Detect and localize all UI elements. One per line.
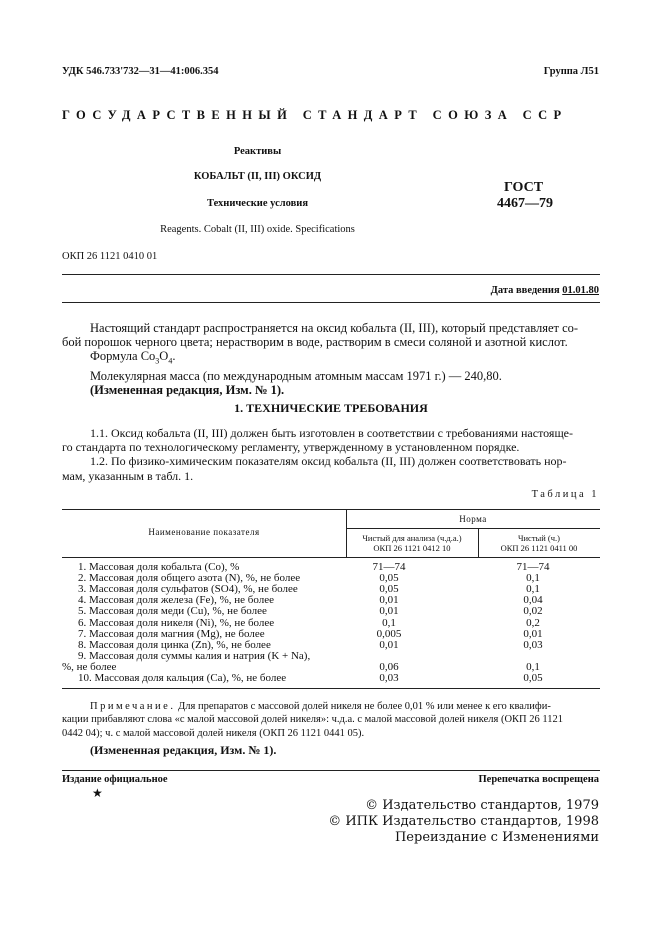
divider bbox=[62, 302, 600, 303]
official-edition: Издание официальное bbox=[62, 774, 168, 785]
gost-number: 4467—79 bbox=[497, 196, 553, 211]
amendment: (Измененная редакция, Изм. № 1). bbox=[90, 383, 285, 398]
paragraph-line: 1.2. По физико-химическим показателям оксид кобальта (II, III) должен соответствовать нор- bbox=[90, 454, 567, 469]
state-standard-title: ГОСУДАРСТВЕННЫЙ СТАНДАРТ СОЮЗА ССР bbox=[62, 108, 568, 122]
group-code: Группа Л51 bbox=[543, 66, 599, 77]
row-value-a: 0,06 bbox=[379, 660, 399, 673]
reagents-label: Реактивы bbox=[233, 146, 282, 157]
star-icon: ★ bbox=[92, 786, 103, 800]
okp-code: ОКП 26 1121 0410 01 bbox=[62, 251, 158, 262]
row-name: 7. Массовая доля магния (Mg), не более bbox=[78, 627, 265, 640]
row-name: 5. Массовая доля меди (Cu), %, не более bbox=[78, 605, 267, 618]
row-value-a: 0,01 bbox=[379, 605, 399, 618]
formula: Формула $Co_3O_4$. bbox=[90, 349, 176, 366]
table-top-border bbox=[62, 509, 600, 510]
row-value-a: 0,005 bbox=[376, 627, 402, 640]
row-value-a: 0,03 bbox=[379, 672, 399, 684]
row-value-b: 0,05 bbox=[523, 672, 543, 684]
paragraph-line: 1.1. Оксид кобальта (II, III) должен быть изготовлен в соответствии с требованиями настояще- bbox=[90, 426, 574, 440]
note-text: Для препаратов с массовой долей никеля не более 0,01 % или менее к его квалифи- bbox=[178, 701, 551, 712]
table-caption: Таблица 1 bbox=[531, 489, 599, 500]
amendment: (Измененная редакция, Изм. № 1). bbox=[90, 743, 277, 758]
column-header-norm: Норма bbox=[459, 514, 487, 524]
row-value-b: 0,1 bbox=[526, 660, 540, 673]
paragraph-line: го стандарта по технологическому регламенту, утвержденному в установленном порядке. bbox=[62, 440, 520, 455]
intro-paragraph bbox=[62, 321, 600, 398]
gost-label: ГОСТ bbox=[504, 180, 544, 195]
column-header-b bbox=[478, 533, 600, 553]
reissue-line: Переиздание с Изменениями bbox=[394, 830, 599, 845]
column-header-b-line: Чистый (ч.) bbox=[517, 533, 560, 543]
row-name: 4. Массовая доля железа (Fe), %, не более bbox=[78, 594, 274, 607]
conditions-label: Технические условия bbox=[206, 198, 309, 209]
table-header-bottom bbox=[62, 557, 600, 558]
column-header-name: Наименование показателя bbox=[148, 527, 260, 537]
section-paragraph bbox=[62, 426, 600, 483]
copyright-line: © ИПК Издательство стандартов, 1998 bbox=[328, 814, 599, 829]
molar-mass: Молекулярная масса (по международным атомным массам 1971 г.) — 240,80. bbox=[90, 369, 502, 384]
row-value-b: 0,03 bbox=[523, 638, 543, 651]
reprint-notice: Перепечатка воспрещена bbox=[478, 774, 599, 785]
row-value-a: 0,01 bbox=[379, 594, 399, 607]
row-name: 8. Массовая доля цинка (Zn), %, не более bbox=[78, 638, 271, 651]
copyright-line: © Издательство стандартов, 1979 bbox=[365, 798, 599, 813]
note-line: кации прибавляют слова «с малой массовой долей никеля»: ч.д.а. с малой массовой долей никеля (ОКП 26 1121 bbox=[62, 714, 563, 726]
row-value-b: 0,01 bbox=[523, 627, 543, 640]
table-header-divider bbox=[346, 528, 600, 529]
product-name: КОБАЛЬТ (II, III) ОКСИД bbox=[193, 171, 322, 182]
row-name: 2. Массовая доля общего азота (N), %, не более bbox=[78, 572, 301, 585]
english-title: Reagents. Cobalt (II, III) oxide. Specifications bbox=[160, 224, 355, 235]
row-name: 10. Массовая доля кальция (Ca), %, не более bbox=[78, 672, 287, 684]
row-value-b: 0,04 bbox=[523, 594, 543, 607]
note-line bbox=[62, 700, 600, 713]
divider bbox=[62, 274, 600, 275]
column-header-a-line: ОКП 26 1121 0412 10 bbox=[373, 543, 451, 553]
intro-line: бой порошок черного цвета; нерастворим в воде, растворим в смеси соляной и азотной кислот. bbox=[62, 335, 568, 350]
note-line: 0442 04); ч. с малой массовой долей никеля (ОКП 26 1121 0441 05). bbox=[62, 727, 365, 739]
row-value-a: 0,01 bbox=[379, 638, 399, 651]
intro-date-value: 01.01.80 bbox=[562, 285, 599, 296]
column-header-b-line: ОКП 26 1121 0411 00 bbox=[500, 543, 578, 553]
intro-date-label: Дата введения bbox=[490, 285, 560, 296]
note-label: Примечание. bbox=[90, 701, 176, 712]
intro-date bbox=[491, 285, 599, 296]
table-bottom-border bbox=[62, 688, 600, 689]
note-block bbox=[62, 700, 600, 758]
udk-code: УДК 546.733'732—31—41:006.354 bbox=[62, 66, 219, 77]
section-title: 1. ТЕХНИЧЕСКИЕ ТРЕБОВАНИЯ bbox=[234, 401, 428, 415]
row-name: 9. Массовая доля суммы калия и натрия (K + Na), bbox=[78, 649, 311, 662]
row-value-b: 0,1 bbox=[526, 572, 540, 585]
row-name: 1. Массовая доля кобальта (Co), % bbox=[78, 561, 240, 573]
row-value-a: 0,05 bbox=[379, 583, 399, 596]
paragraph-line: мам, указанным в табл. 1. bbox=[62, 468, 194, 483]
row-value-a: 0,1 bbox=[382, 616, 396, 629]
row-value-b: 0,2 bbox=[526, 616, 540, 629]
row-value-b: 71—74 bbox=[516, 561, 550, 573]
row-value-a: 71—74 bbox=[372, 561, 406, 573]
column-header-a bbox=[346, 533, 478, 553]
column-header-a-line: Чистый для анализа (ч.д.а.) bbox=[362, 533, 462, 543]
row-value-a: 0,05 bbox=[379, 572, 399, 585]
copyright-block bbox=[328, 798, 599, 846]
row-value-b: 0,02 bbox=[523, 605, 543, 618]
intro-line: Настоящий стандарт распространяется на оксид кобальта (II, III), который представляет со- bbox=[90, 321, 579, 335]
row-name: 6. Массовая доля никеля (Ni), %, не более bbox=[78, 616, 275, 629]
footer-divider bbox=[62, 770, 600, 771]
row-name: %, не более bbox=[62, 660, 117, 673]
row-value-b: 0,1 bbox=[526, 583, 540, 596]
row-name: 3. Массовая доля сульфатов (SO4), %, не более bbox=[78, 583, 298, 596]
